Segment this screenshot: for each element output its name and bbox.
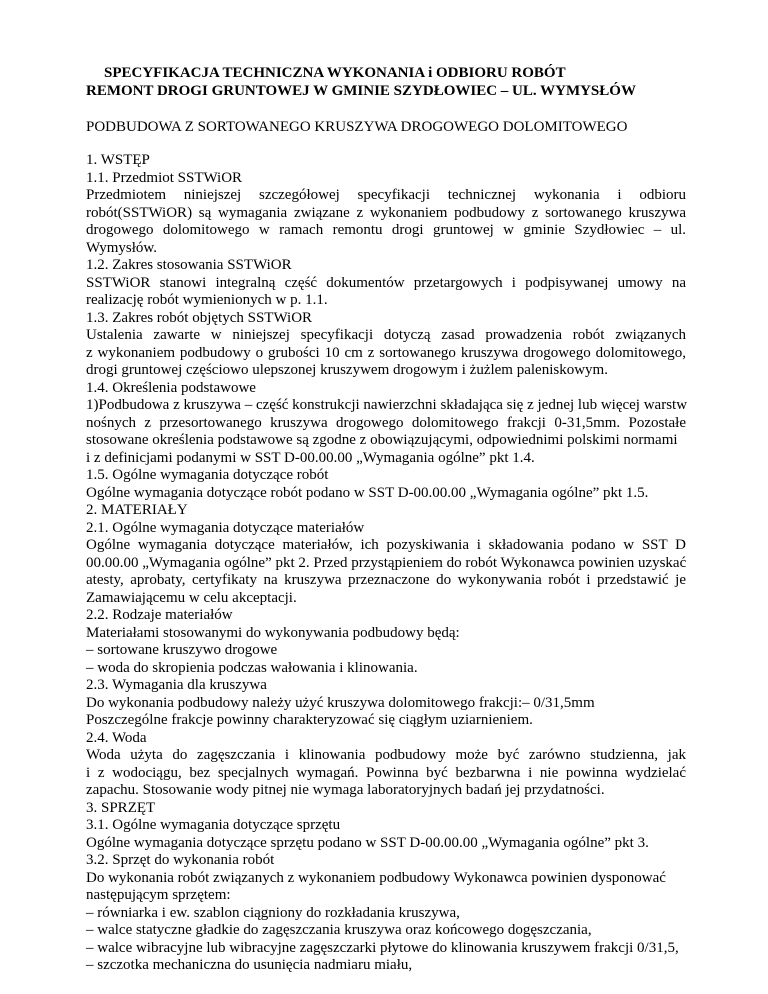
section-heading-3: 3. SPRZĘT bbox=[86, 799, 156, 816]
paragraph-line: Poszczególne frakcje powinny charakteryzować się ciągłym uziarnieniem. bbox=[86, 712, 533, 728]
subsection-heading-2-2: 2.2. Rodzaje materiałów bbox=[86, 607, 233, 623]
paragraph-line: Ustalenia zawarte w niniejszej specyfikacji dotyczą zasad prowadzenia robót związanych bbox=[86, 327, 686, 343]
paragraph-line: zapachu. Stosowanie wody pitnej nie wymaga laboratoryjnych badań jej przydatności. bbox=[86, 782, 605, 798]
paragraph-line: Do wykonania robót związanych z wykonaniem podbudowy Wykonawca powinien dysponować bbox=[86, 869, 666, 886]
subsection-heading-3-2: 3.2. Sprzęt do wykonania robót bbox=[86, 852, 275, 868]
paragraph-line: Wymysłów. bbox=[86, 239, 158, 256]
paragraph-line: realizację robót wymienionych w p. 1.1. bbox=[86, 292, 328, 308]
subsection-heading-1-1: 1.1. Przedmiot SSTWiOR bbox=[86, 169, 243, 186]
document-subtitle: PODBUDOWA Z SORTOWANEGO KRUSZYWA DROGOWEGO DOLOMITOWEGO bbox=[86, 119, 628, 135]
document-header bbox=[0, 64, 768, 100]
paragraph-line: SSTWiOR stanowi integralną część dokumentów przetargowych i podpisywanej umowy na bbox=[86, 274, 686, 291]
paragraph-line: i z definicjami podanymi w SST D-00.00.00 „Wymagania ogólne” pkt 1.4. bbox=[86, 449, 535, 466]
list-item: – woda do skropienia podczas wałowania i klinowania. bbox=[86, 659, 418, 676]
list-item: – sortowane kruszywo drogowe bbox=[86, 642, 278, 658]
paragraph-line: Woda użyta do zagęszczania i klinowania podbudowy może być zarówno studzienna, jak bbox=[86, 747, 686, 763]
section-heading-1: 1. WSTĘP bbox=[86, 152, 150, 168]
subsection-heading-1-5: 1.5. Ogólne wymagania dotyczące robót bbox=[86, 467, 329, 483]
paragraph-line: robót(SSTWiOR) są wymagania związane z wykonaniem podbudowy z sortowanego kruszywa bbox=[86, 204, 686, 221]
paragraph-line: Przedmiotem niniejszej szczegółowej specyfikacji technicznej wykonania i odbioru bbox=[86, 187, 686, 203]
paragraph-line: drogowego dolomitowego w ramach remontu drogi gruntowej w gminie Szydłowiec – ul. bbox=[86, 222, 686, 238]
section-heading-2: 2. MATERIAŁY bbox=[86, 502, 188, 518]
paragraph-line: Zamawiającemu w celu akceptacji. bbox=[86, 589, 297, 606]
paragraph-line: Ogólne wymagania dotyczące sprzętu podano w SST D-00.00.00 „Wymagania ogólne” pkt 3. bbox=[86, 834, 649, 851]
paragraph-line: drogi gruntowej częściowo ulepszonej kruszywem drogowym i żużlem paleniskowym. bbox=[86, 362, 608, 378]
subsection-heading-1-2: 1.2. Zakres stosowania SSTWiOR bbox=[86, 257, 292, 273]
document-body bbox=[86, 152, 686, 975]
list-item: – walce statyczne gładkie do zagęszczania kruszywa oraz końcowego dogęszczania, bbox=[86, 922, 592, 938]
paragraph-line: Ogólne wymagania dotyczące materiałów, ich pozyskiwania i składowania podano w SST D bbox=[86, 537, 686, 553]
document-title-line-1: SPECYFIKACJA TECHNICZNA WYKONANIA i ODBIORU ROBÓT bbox=[104, 65, 566, 81]
subsection-heading-2-1: 2.1. Ogólne wymagania dotyczące materiałów bbox=[86, 519, 365, 536]
subsection-heading-3-1: 3.1. Ogólne wymagania dotyczące sprzętu bbox=[86, 817, 341, 833]
paragraph-line: atesty, aprobaty, certyfikaty na kruszywa przeznaczone do wykonywania robót i przedstawić je bbox=[86, 572, 686, 588]
subsection-heading-2-4: 2.4. Woda bbox=[86, 729, 147, 746]
list-item: – równiarka i ew. szablon ciągniony do rozkładania kruszywa, bbox=[86, 904, 460, 921]
document-title-line-2: REMONT DROGI GRUNTOWEJ W GMINIE SZYDŁOWIEC – UL. WYMYSŁÓW bbox=[86, 83, 636, 99]
paragraph-line: 00.00.00 „Wymagania ogólne” pkt 2. Przed przystąpieniem do robót Wykonawca powinien uzyskać bbox=[86, 554, 687, 571]
paragraph-line: i z wodociągu, bez specjalnych wymagań. Powinna być bezbarwna i nie powinna wydzielać bbox=[86, 764, 686, 781]
paragraph-line: z wykonaniem podbudowy o grubości 10 cm z sortowanego kruszywa drogowego dolomitowego, bbox=[86, 344, 686, 361]
paragraph-line: Ogólne wymagania dotyczące robót podano w SST D-00.00.00 „Wymagania ogólne” pkt 1.5. bbox=[86, 484, 649, 501]
list-item: – szczotka mechaniczna do usunięcia nadmiaru miału, bbox=[86, 957, 413, 973]
paragraph-line: 1)Podbudowa z kruszywa – część konstrukcji nawierzchni składająca się z jednej lub więcej warstw bbox=[86, 397, 688, 413]
paragraph-line: nośnych z przesortowanego kruszywa drogowego dolomitowego frakcji 0-31,5mm. Pozostałe bbox=[86, 414, 686, 431]
paragraph-line: Materiałami stosowanymi do wykonywania podbudowy będą: bbox=[86, 624, 460, 641]
subsection-heading-1-4: 1.4. Określenia podstawowe bbox=[86, 379, 256, 396]
subsection-heading-2-3: 2.3. Wymagania dla kruszywa bbox=[86, 677, 267, 693]
paragraph-line: następującym sprzętem: bbox=[86, 887, 231, 903]
list-item: – walce wibracyjne lub wibracyjne zagęszczarki płytowe do klinowania kruszywem frakcji 0/31,5, bbox=[86, 939, 679, 956]
subsection-heading-1-3: 1.3. Zakres robót objętych SSTWiOR bbox=[86, 309, 313, 326]
paragraph-line: Do wykonania podbudowy należy użyć kruszywa dolomitowego frakcji:– 0/31,5mm bbox=[86, 694, 595, 711]
paragraph-line: stosowane określenia podstawowe są zgodne z obowiązującymi, odpowiednimi polskimi normami bbox=[86, 432, 678, 448]
